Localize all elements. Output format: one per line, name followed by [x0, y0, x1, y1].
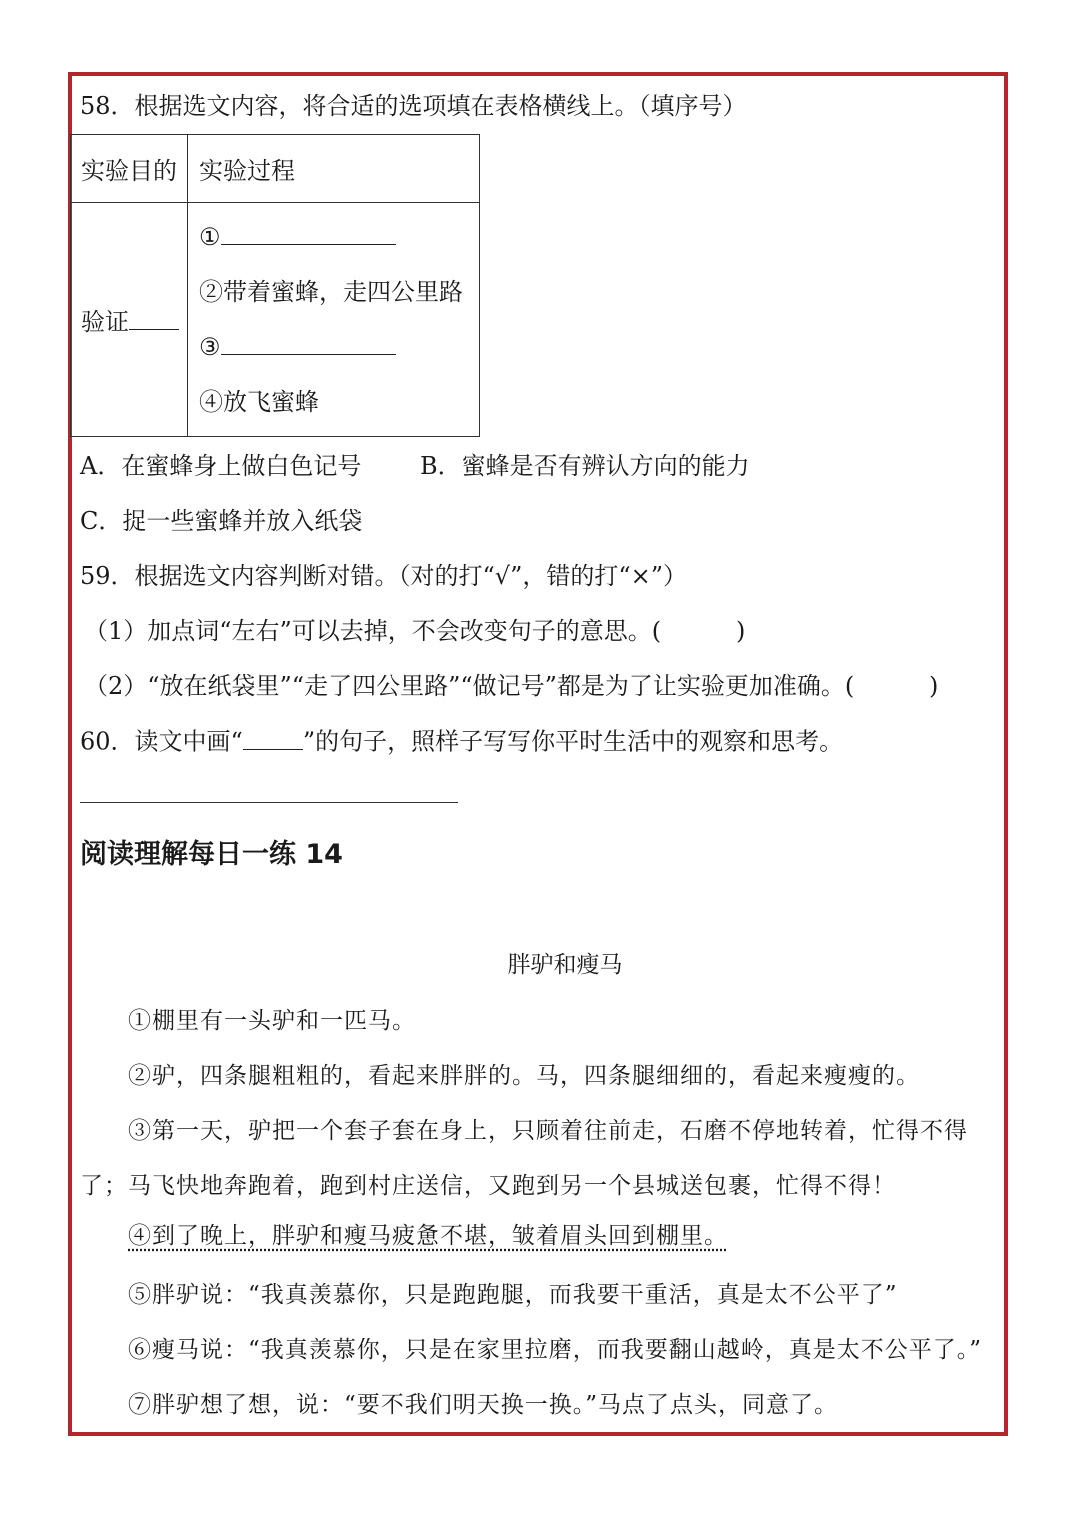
question-59-2: （2）“放在纸袋里”“走了四公里路”“做记号”都是为了让实验更加准确。(: [84, 672, 855, 700]
paragraph-2: ②驴，四条腿粗粗的，看起来胖胖的。马，四条腿细细的，看起来瘦瘦的。: [128, 1063, 920, 1089]
step-4: ④放飞蜜蜂: [199, 387, 319, 416]
purpose-label: 验证: [81, 308, 129, 336]
question-59-1: （1）加点词“左右”可以去掉，不会改变句子的意思。(: [84, 617, 662, 645]
step-3-blank[interactable]: [221, 332, 396, 355]
process-cell: [188, 203, 480, 437]
q60-underline-sample: [243, 727, 303, 750]
paragraph-5: ⑤胖驴说：“我真羡慕你，只是跑跑腿，而我要干重活，真是太不公平了”: [128, 1282, 898, 1308]
question-59: 59．根据选文内容判断对错。（对的打“√”，错的打“×”）: [80, 562, 688, 590]
step-1-blank[interactable]: [221, 222, 396, 245]
story-title: 胖驴和瘦马: [507, 952, 623, 978]
option-a: A．在蜜蜂身上做白色记号: [80, 452, 362, 480]
step-3: ③: [199, 320, 479, 375]
paragraph-3a: ③第一天，驴把一个套子套在身上，只顾着往前走，石磨不停地转着，忙得不得: [128, 1118, 968, 1144]
header-process: 实验过程: [188, 135, 480, 203]
question-59-2-close: ): [929, 672, 939, 700]
header-purpose: 实验目的: [71, 135, 188, 203]
paragraph-6: ⑥瘦马说：“我真羡慕你，只是在家里拉磨，而我要翻山越岭，真是太不公平了。”: [128, 1337, 983, 1363]
paragraph-7: ⑦胖驴想了想，说：“要不我们明天换一换。”马点了点头，同意了。: [128, 1392, 839, 1418]
option-c: C．捉一些蜜蜂并放入纸袋: [80, 507, 363, 535]
paragraph-1: ①棚里有一头驴和一匹马。: [128, 1008, 416, 1034]
purpose-cell: [71, 203, 188, 437]
section-title: 阅读理解每日一练 14: [80, 839, 343, 870]
paragraph-3b: 了；马飞快地奔跑着，跑到村庄送信，又跑到另一个县城送包裹，忙得不得！: [80, 1173, 896, 1199]
paragraph-4: ④到了晚上，胖驴和瘦马疲惫不堪，皱着眉头回到棚里。: [128, 1223, 728, 1249]
answer-line[interactable]: [80, 802, 458, 803]
purpose-blank[interactable]: [129, 307, 179, 330]
step-2: ②带着蜜蜂，走四公里路: [199, 277, 463, 306]
question-59-1-close: ): [736, 617, 746, 645]
step-1: ①: [199, 210, 479, 265]
option-b: B．蜜蜂是否有辨认方向的能力: [420, 452, 750, 480]
question-58: 58．根据选文内容，将合适的选项填在表格横线上。（填序号）: [80, 92, 747, 120]
experiment-table: [70, 134, 480, 437]
question-60: 60．读文中画“ ”的句子，照样子写写你平时生活中的观察和思考。: [80, 727, 844, 756]
